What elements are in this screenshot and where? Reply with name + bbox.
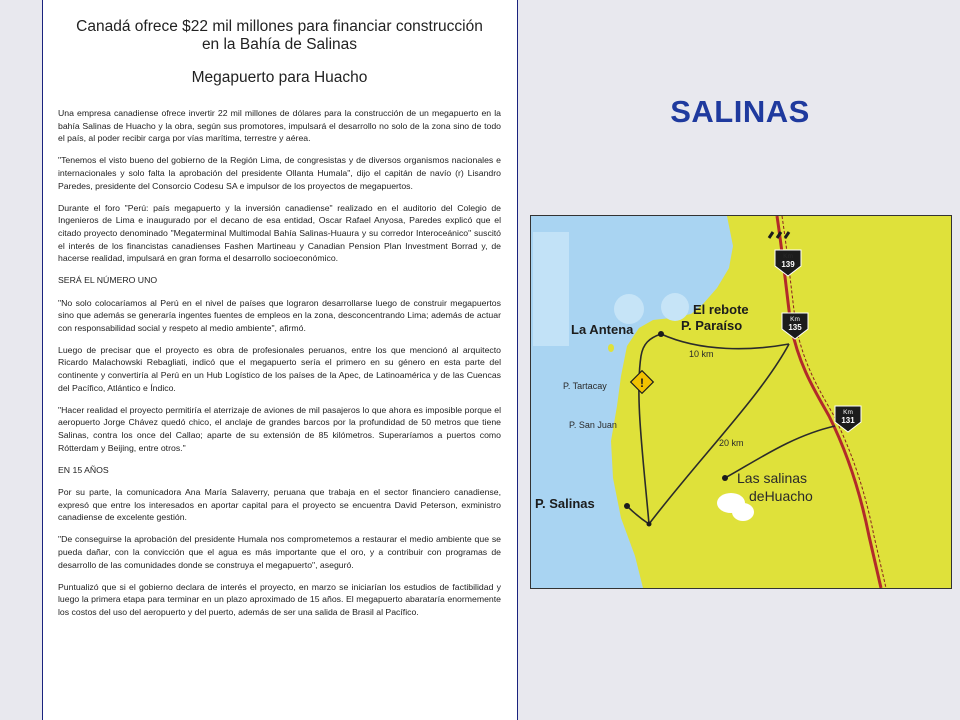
paragraph: Por su parte, la comunicadora Ana María Salaverry, peruana que trabaja en el sector financiero canadiense, expresó que entre los interesados en aportar capital para el proyecto se encuentra David Peterson, exministro canadiense de excelente gestión. — [58, 487, 501, 523]
article-body — [58, 107, 501, 619]
label-las-salinas-1: Las salinas — [737, 470, 808, 486]
label-el-rebote: El rebote — [693, 302, 749, 317]
subheadline: Megapuerto para Huacho — [191, 69, 368, 86]
label-p-tartacay: P. Tartacay — [563, 381, 607, 391]
point-la-antena — [658, 331, 664, 337]
km-number: 131 — [841, 416, 855, 425]
sea-band — [533, 232, 569, 346]
headline-line-1: Canadá ofrece $22 mil millones para financiar construcción — [76, 18, 483, 35]
paragraph: Durante el foro "Perú: país megapuerto y la inversión canadiense" realizado en el auditorio del Colegio de Ingenieros de Lima e inaugurado por el decano de esa entidad, Oscar Rafael Anyosa, Paredes explicó que el citado proyecto denominado "Megaterminal Multimodal Bahía Salinas-Huaura y su corredor Interoceánico" suscitó el interés de los financistas canadienses Fashen Martineau y Canadian Pension Plan Investment Borrad y, de hacerse realidad, impulsará en gran forma el desarrollo socioeconómico. — [58, 202, 501, 264]
point-las-salinas — [722, 475, 728, 481]
label-la-antena: La Antena — [571, 322, 634, 337]
headline-line-2: en la Bahía de Salinas — [201, 36, 358, 53]
km-label: Km — [790, 316, 800, 323]
point-junction — [647, 522, 652, 527]
warning-glyph: ! — [640, 376, 644, 390]
km-number: 139 — [781, 260, 795, 269]
km-label: Km — [783, 253, 793, 260]
map — [530, 215, 952, 589]
label-p-paraiso: P. Paraíso — [681, 318, 743, 333]
paragraph: "De conseguirse la aprobación del presidente Humala nos comprometemos a restaurar el medio ambiente que se pueda dañar, con la convicción que el agua es más importante que el oro, y a contribuir con programas de desarrollo de las comunidades donde se construya el megapuerto", aseguró. — [58, 534, 501, 570]
km-number: 135 — [788, 323, 802, 332]
islet — [614, 294, 644, 324]
article-panel — [42, 0, 518, 720]
section-heading: EN 15 AÑOS — [58, 464, 109, 475]
section-heading: SERÁ EL NÚMERO UNO — [58, 275, 158, 286]
islet — [661, 293, 689, 321]
label-20-km: 20 km — [719, 438, 744, 448]
label-p-san-juan: P. San Juan — [569, 420, 617, 430]
label-las-salinas-2: deHuacho — [749, 488, 813, 504]
paragraph: Una empresa canadiense ofrece invertir 22 mil millones de dólares para la construcción de un megapuerto en la bahía Salinas de Huacho y la obra, según sus promotores, impulsará el desarrollo no solo de la zona sino de todo el país, al poder recibir carga por vías marítima, terrestre y aérea. — [58, 108, 501, 144]
label-p-salinas: P. Salinas — [535, 496, 595, 511]
paragraph: "No solo colocaríamos al Perú en el nivel de países que lograron desarrollarse luego de construir megapuertos sino que además se generaría ingentes fuentes de empleos en la zona, desconcentrando Lima; además de actuar con responsabilidad social y respeto al medio ambiente", afirmó. — [58, 297, 501, 333]
paragraph: Luego de precisar que el proyecto es obra de profesionales peruanos, entre los que mencionó al arquitecto Ricardo Malachowski Rebagliati, indicó que el megapuerto sería el primero en su género en esta parte del continente y convertiría al Perú en un Hub Logístico de los países de la Apec, de Latinoamérica y de las Cuencas del Pacífico, Atlántico e Índico. — [58, 344, 501, 393]
paragraph: Puntualizó que si el gobierno declara de interés el proyecto, en marzo se iniciarían los estudios de factibilidad y luego la primera etapa para terminar en un plazo aproximado de 15 años. El megapuerto abarataría enormemente los costos del uso del aeropuerto y del puerto, además de ser una salida de Brasil al Pacífico. — [58, 581, 501, 617]
label-10-km: 10 km — [689, 349, 714, 359]
paragraph: "Tenemos el visto bueno del gobierno de la Región Lima, de congresistas y de diversos organismos nacionales e internacionales y solo falta la aprobación del presidente Ollanta Humala", dijo el capitán de navío (r) Lisandro Paredes, presidente del Consorcio Codesu SA e impulsor de los proyectos de megapuertos. — [58, 155, 501, 191]
map-title: SALINAS — [670, 94, 810, 129]
islet-land — [608, 344, 614, 352]
paragraph: "Hacer realidad el proyecto permitiría el aterrizaje de aviones de mil pasajeros lo que ahora es imposible porque el aeropuerto Jorge Chávez quedó chico, el anclaje de grandes barcos por la profundidad de 50 metros que tiene Salinas, contra los once del Callao; aparte de su extensión de 85 kilómetros. Superaríamos a puertos como Rótterdam y Beijing, entre otros." — [58, 404, 501, 453]
salt-flat — [732, 503, 754, 521]
km-label: Km — [843, 409, 853, 416]
map-svg — [531, 216, 951, 588]
point-p-salinas — [624, 503, 630, 509]
headline — [58, 18, 501, 54]
